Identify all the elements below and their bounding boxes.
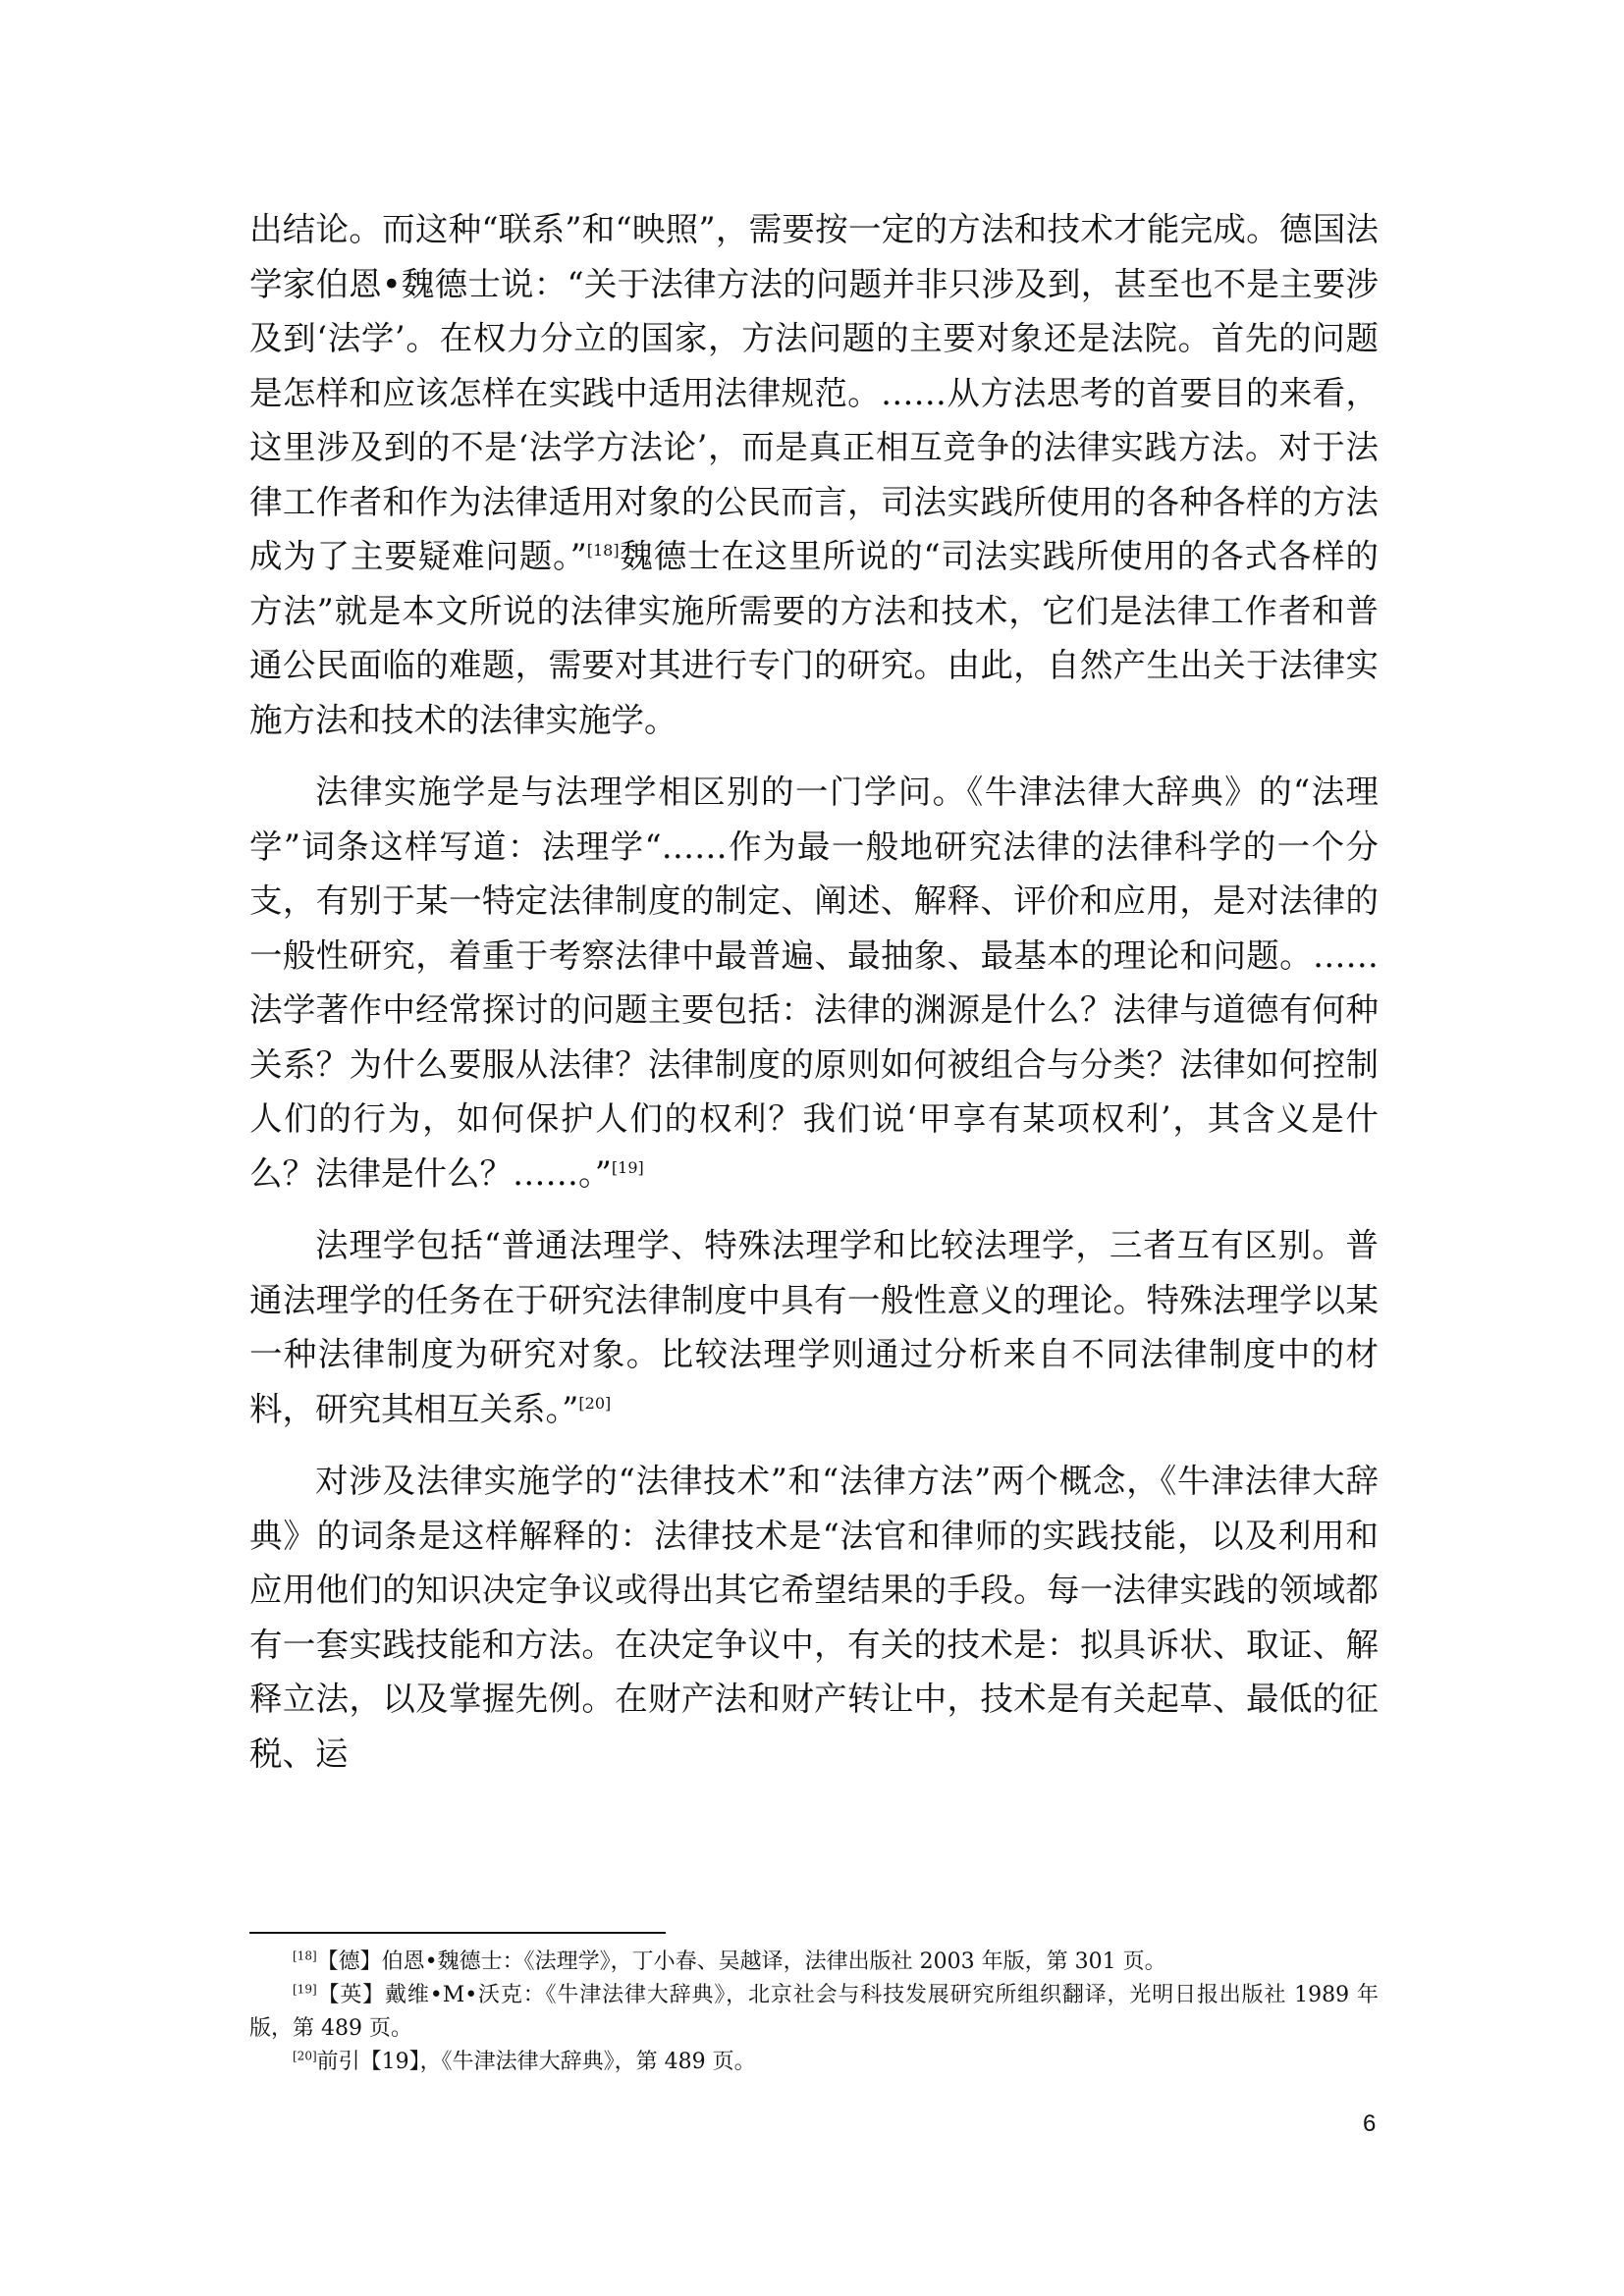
footnote-ref: [19] xyxy=(611,1157,644,1177)
footnote-ref: [20] xyxy=(578,1393,612,1413)
paragraph-text: 魏德士在这里所说的“司法实践所使用的各式各样的方法”就是本文所说的法律实施所需要的方法和技术，它们是法律工作者和普通公民面临的难题，需要对其进行专门的研究。由此，自然产生出关于法律实施方法和技术的法律实施学。 xyxy=(249,537,1379,739)
footnote xyxy=(249,1979,1379,2046)
footnote-ref: [18] xyxy=(586,540,620,560)
footnote xyxy=(249,2046,1379,2079)
paragraph-jurisprudence xyxy=(249,765,1379,1201)
footnote-text: 【英】戴维•M•沃克：《牛津法律大辞典》，北京社会与科技发展研究所组织翻译，光明日报出版社 1989 年版，第 489 页。 xyxy=(249,1983,1379,2041)
paragraph-legal-technique xyxy=(249,1454,1379,1781)
footnote-text: 前引【19】，《牛津法律大辞典》，第 489 页。 xyxy=(316,2050,756,2074)
footnote xyxy=(249,1946,1379,1979)
paragraph-jurisprudence-types xyxy=(249,1218,1379,1436)
body-text xyxy=(249,202,1379,1798)
footnote-mark: [18] xyxy=(293,1949,317,1963)
paragraph-text: 对涉及法律实施学的“法律技术”和“法律方法”两个概念，《牛津法律大辞典》的词条是这样解释的：法律技术是“法官和律师的实践技能，以及利用和应用他们的知识决定争议或得出其它希望结果的手段。每一法律实践的领域都有一套实践技能和方法。在决定争议中，有关的技术是：拟具诉状、取证、解释立法，以及掌握先例。在财产法和财产转让中，技术是有关起草、最低的征税、运 xyxy=(249,1462,1379,1773)
paragraph-text: 法理学包括“普通法理学、特殊法理学和比较法理学，三者互有区别。普通法理学的任务在于研究法律制度中具有一般性意义的理论。特殊法理学以某一种法律制度为研究对象。比较法理学则通过分析来自不同法律制度中的材料，研究其相互关系。” xyxy=(249,1226,1379,1428)
page-number: 6 xyxy=(1363,2110,1377,2137)
paragraph-continuation xyxy=(249,202,1379,747)
footnote-mark: [20] xyxy=(293,2049,317,2063)
paragraph-text: 出结论。而这种“联系”和“映照”，需要按一定的方法和技术才能完成。德国法学家伯恩•魏德士说：“关于法律方法的问题并非只涉及到，甚至也不是主要涉及到‘法学’。在权力分立的国家，方法问题的主要对象还是法院。首先的问题是怎样和应该怎样在实践中适用法律规范。……从方法思考的首要目的来看，这里涉及到的不是‘法学方法论’，而是真正相互竞争的法律实践方法。对于法律工作者和作为法律适用对象的公民而言，司法实践所使用的各种各样的方法成为了主要疑难问题。” xyxy=(249,210,1379,575)
footnote-text: 【德】伯恩•魏德士：《法理学》，丁小春、吴越译，法律出版社 2003 年版，第 301 页。 xyxy=(316,1949,1166,1974)
footnote-mark: [19] xyxy=(293,1982,317,1997)
footnotes xyxy=(249,1946,1379,2079)
paragraph-text: 法律实施学是与法理学相区别的一门学问。《牛津法律大辞典》的“法理学”词条这样写道：法理学“……作为最一般地研究法律的法律科学的一个分支，有别于某一特定法律制度的制定、阐述、解释、评价和应用，是对法律的一般性研究，着重于考察法律中最普遍、最抽象、最基本的理论和问题。……法学著作中经常探讨的问题主要包括：法律的渊源是什么？法律与道德有何种关系？为什么要服从法律？法律制度的原则如何被组合与分类？法律如何控制人们的行为，如何保护人们的权利？我们说‘甲享有某项权利’，其含义是什么？法律是什么？……。” xyxy=(249,773,1379,1193)
footnote-separator xyxy=(249,1932,666,1934)
